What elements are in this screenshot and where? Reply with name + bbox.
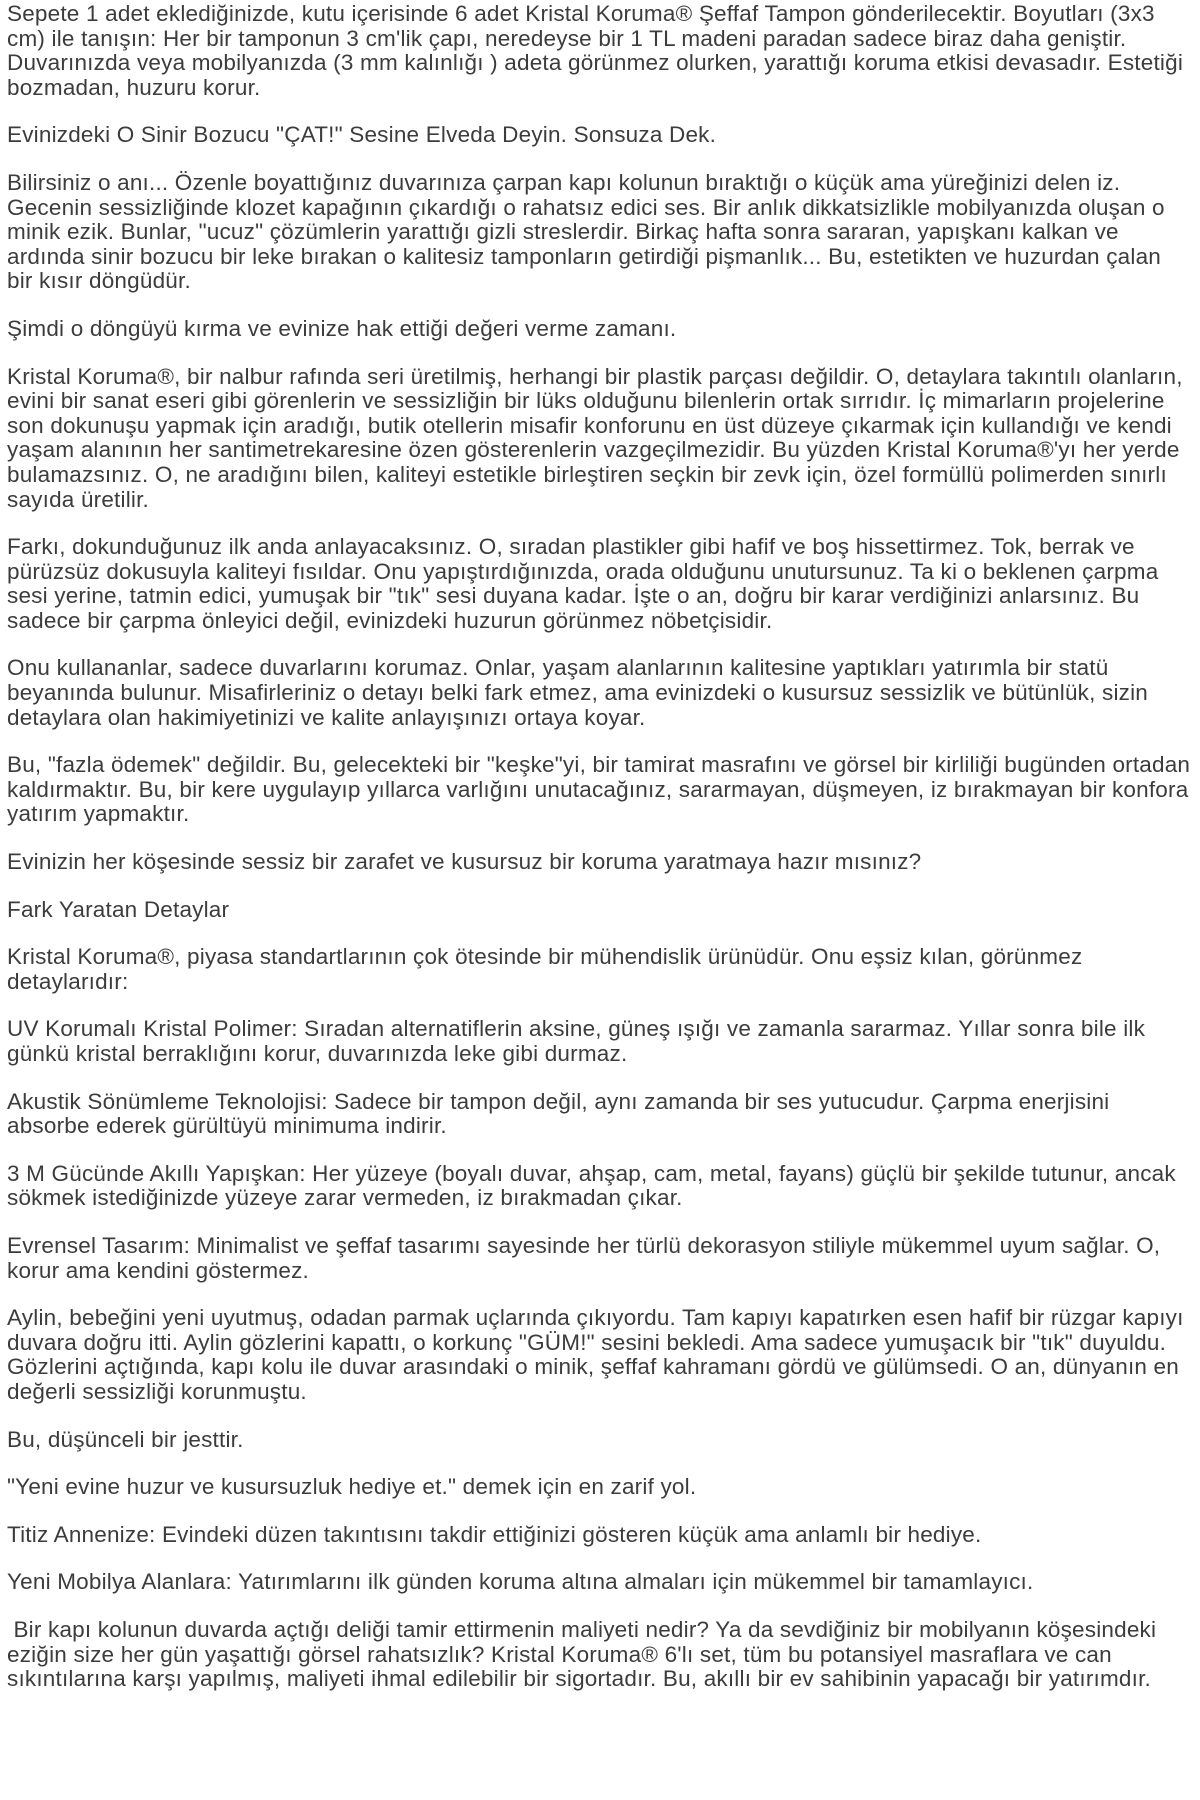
feature-acoustic-damping: Akustik Sönümleme Teknolojisi: Sadece bir tampon değil, aynı zamanda bir ses yutucudur. Çarpma enerjisini absorbe ederek gürültüyü minimuma indirir. (7, 1088, 1116, 1139)
gift-idea-new-furniture-line: Yeni Mobilya Alanlara: Yatırımlarını ilk günden koruma altına almaları için mükemmel bir tamamlayıcı. (7, 1569, 1034, 1595)
feature-universal-design: Evrensel Tasarım: Minimalist ve şeffaf tasarımı sayesinde her türlü dekorasyon stiliyle mükemmel uyum sağlar. O, korur ama kendini göstermez. (7, 1232, 1167, 1283)
touch-experience-paragraph: Farkı, dokunduğunuz ilk anda anlayacaksınız. O, sıradan plastikler gibi hafif ve boş hissettirmez. Tok, berrak ve pürüzsüz dokusuyla kaliteyi fısıldar. Onu yapıştırdığınızda, orada olduğunu unutursunuz. Ta ki o beklenen çarpma sesi yerine, tatmin edici, yumuşak bir "tık" sesi duyana kadar. İşte o an, doğru bir karar verdiğinizi anlarsınız. Bu sadece bir çarpma önleyici değil, evinizdeki huzurun görünmez nöbetçisidir. (7, 534, 1165, 633)
cost-justification-paragraph: Bir kapı kolunun duvarda açtığı deliği tamir ettirmenin maliyeti nedir? Ya da sevdiğiniz bir mobilyanın köşesindeki eziğin size her gün yaşattığı görsel rahatsızlık? Kristal Koruma® 6'lı set, tüm bu potansiyel masraflara ve can sıkıntılarına karşı yapılmış, maliyeti ihmal edilebilir bir sigortadır. Bu, akıllı bir ev sahibinin yapacağı bir yatırımdır. (7, 1616, 1163, 1692)
gift-quote-line: "Yeni evine huzur ve kusursuzluk hediye et." demek için en zarif yol. (7, 1474, 697, 1500)
status-statement-paragraph: Onu kullananlar, sadece duvarlarını korumaz. Onlar, yaşam alanlarının kalitesine yaptıkları yatırımla bir statü beyanında bulunur. Misafirleriniz o detayı belki fark etmez, ama evinizdeki o kusursuz sessizlik ve bütünlük, sizin detaylara olan hakimiyetinizi ve kalite anlayışınızı ortaya koyar. (7, 655, 1155, 730)
investment-paragraph: Bu, "fazla ödemek" değildir. Bu, gelecekteki bir "keşke"yi, bir tamirat masrafını ve görsel bir kirliliği bugünden ortadan kaldırmaktır. Bu, bir kere uygulayıp yıllarca varlığını unutacağınız, sararmayan, düşmeyen, iz bırakmayan bir konfora yatırım yapmaktır. (7, 752, 1197, 827)
gift-gesture-line: Bu, düşünceli bir jesttir. (7, 1426, 244, 1452)
headline-cat-sound: Evinizdeki O Sinir Bozucu "ÇAT!" Sesine Elveda Deyin. Sonsuza Dek. (7, 122, 717, 148)
feature-smart-adhesive: 3 M Gücünde Akıllı Yapışkan: Her yüzeye (boyalı duvar, ahşap, cam, metal, fayans) güçlü bir şekilde tutunur, ancak sökmek istediğinizde yüzeye zarar vermeden, iz bırakmadan çıkar. (7, 1160, 1183, 1211)
pain-points-paragraph: Bilirsiniz o anı... Özenle boyattığınız duvarınıza çarpan kapı kolunun bıraktığı o küçük ama yüreğinizi delen iz. Gecenin sessizliğinde klozet kapağının çıkardığı o rahatsız edici ses. Bir anlık dikkatsizlikle mobilyanızda oluşan o minik ezik. Bunlar, "ucuz" çözümlerin yarattığı gizli streslerdir. Birkaç hafta sonra sararan, yapışkanı kalkan ve ardında sinir bozucu bir leke bırakan o kalitesiz tamponların getirdiği pişmanlık... Bu, estetikten ve huzurdan çalan bir kısır döngüdür. (7, 169, 1172, 294)
section-title-features: Fark Yaratan Detaylar (7, 896, 230, 922)
brand-story-paragraph: Kristal Koruma®, bir nalbur rafında seri üretilmiş, herhangi bir plastik parçası değildir. O, detaylara takıntılı olanların, evini bir sanat eseri gibi görenlerin ve sessizliğin bir lüks olduğunu bilenlerin ortak sırrıdır. İç mimarların projelerine son dokunuşu yapmak için aradığı, butik otellerin misafir konforunu en üst düzeye çıkarmak için kullandığı ve kendi yaşam alanının her santimetrekaresine özen gösterenlerin vazgeçilmezidir. Bu yüzden Kristal Koruma®'yı her yerde bulamazsınız. O, ne aradığını bilen, kaliteyi estetikle birleştiren seçkin bir zevk için, özel formüllü polimerden sınırlı sayıda üretilir. (7, 363, 1190, 512)
cta-break-cycle-line: Şimdi o döngüyü kırma ve evinize hak ettiği değeri verme zamanı. (7, 315, 677, 341)
story-aylin-paragraph: Aylin, bebeğini yeni uyutmuş, odadan parmak uçlarında çıkıyordu. Tam kapıyı kapatırken esen hafif bir rüzgar kapıyı duvara doğru itti. Aylin gözlerini kapattı, o korkunç "GÜM!" sesini bekledi. Ama sadece yumuşacık bir "tık" duyuldu. Gözlerini açtığında, kapı kolu ile duvar arasındaki o minik, şeffaf kahramanı gördü ve gülümsedi. O an, dünyanın en değerli sessizliği korunmuştu. (7, 1305, 1190, 1404)
intro-box-contents-paragraph: Sepete 1 adet eklediğinizde, kutu içerisinde 6 adet Kristal Koruma® Şeffaf Tampon gönderilecektir. Boyutları (3x3 cm) ile tanışın: Her bir tamponun 3 cm'lik çapı, neredeyse bir 1 TL madeni paradan sadece biraz daha geniştir. Duvarınızda veya mobilyanızda (3 mm kalınlığı ) adeta görünmez olurken, yarattığı koruma etkisi devasadır. Estetiği bozmadan, huzuru korur. (7, 1, 1190, 100)
feature-uv-polymer: UV Korumalı Kristal Polimer: Sıradan alternatiflerin aksine, güneş ışığı ve zamanla sararmaz. Yıllar sonra bile ilk günkü kristal berraklığını korur, duvarınızda leke gibi durmaz. (7, 1016, 1152, 1066)
closing-question-line: Evinizin her köşesinde sessiz bir zarafet ve kusursuz bir koruma yaratmaya hazır mısınız? (7, 849, 922, 875)
features-intro-paragraph: Kristal Koruma®, piyasa standartlarının çok ötesinde bir mühendislik ürünüdür. Onu eşsiz kılan, görünmez detaylarıdır: (7, 944, 1089, 994)
gift-idea-mother-line: Titiz Annenize: Evindeki düzen takıntısını takdir ettiğinizi gösteren küçük ama anlamlı bir hediye. (7, 1521, 982, 1547)
